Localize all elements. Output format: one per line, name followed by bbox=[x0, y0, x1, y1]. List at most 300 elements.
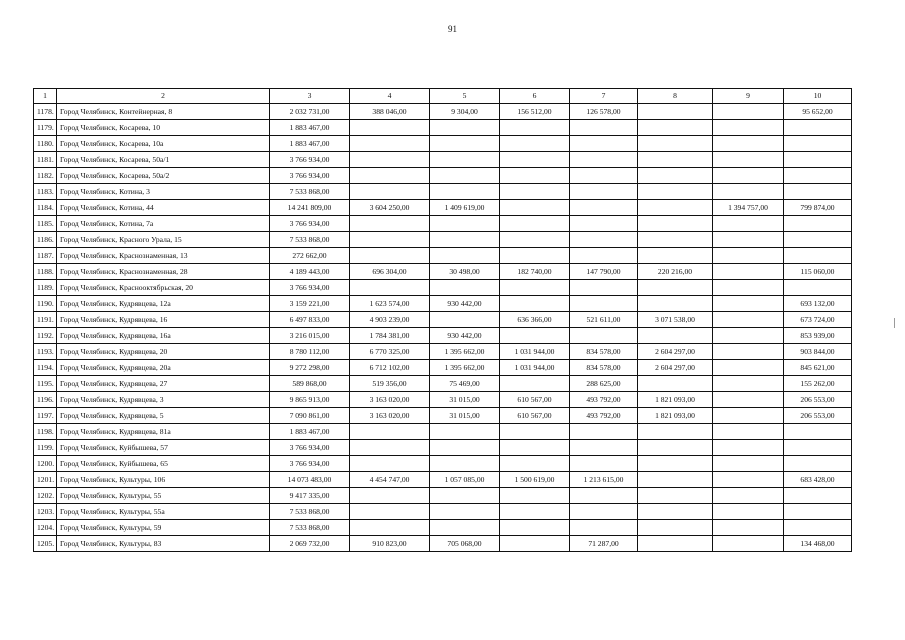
value-cell-col6 bbox=[500, 488, 570, 504]
value-cell-col5 bbox=[430, 184, 500, 200]
table-row bbox=[34, 184, 852, 200]
table-row bbox=[34, 168, 852, 184]
table-row bbox=[34, 200, 852, 216]
value-cell-col10 bbox=[784, 184, 852, 200]
value-cell-col8 bbox=[638, 104, 713, 120]
value-cell-col9 bbox=[713, 536, 784, 552]
value-cell-col9 bbox=[713, 520, 784, 536]
value-cell-col4: 4 903 239,00 bbox=[350, 312, 430, 328]
table-body bbox=[34, 104, 852, 552]
table-row bbox=[34, 424, 852, 440]
value-cell-col5: 31 015,00 bbox=[430, 408, 500, 424]
value-cell-col3: 8 780 112,00 bbox=[270, 344, 350, 360]
table-row bbox=[34, 440, 852, 456]
table-row bbox=[34, 472, 852, 488]
value-cell-col10: 683 428,00 bbox=[784, 472, 852, 488]
table-row bbox=[34, 376, 852, 392]
row-number-cell: 1179. bbox=[34, 120, 57, 136]
value-cell-col7 bbox=[570, 424, 638, 440]
row-number-cell: 1204. bbox=[34, 520, 57, 536]
column-header-5: 5 bbox=[430, 89, 500, 104]
value-cell-col7 bbox=[570, 200, 638, 216]
value-cell-col6 bbox=[500, 504, 570, 520]
address-cell: Город Челябинск, Кудрявцева, 16а bbox=[57, 328, 270, 344]
value-cell-col10: 155 262,00 bbox=[784, 376, 852, 392]
value-cell-col8 bbox=[638, 440, 713, 456]
value-cell-col5 bbox=[430, 280, 500, 296]
value-cell-col6 bbox=[500, 520, 570, 536]
value-cell-col4 bbox=[350, 136, 430, 152]
value-cell-col9 bbox=[713, 232, 784, 248]
address-cell: Город Челябинск, Кудрявцева, 20а bbox=[57, 360, 270, 376]
column-header-8: 8 bbox=[638, 89, 713, 104]
value-cell-col9 bbox=[713, 440, 784, 456]
column-header-2: 2 bbox=[57, 89, 270, 104]
value-cell-col9 bbox=[713, 248, 784, 264]
value-cell-col10: 206 553,00 bbox=[784, 408, 852, 424]
value-cell-col6 bbox=[500, 296, 570, 312]
value-cell-col8 bbox=[638, 248, 713, 264]
value-cell-col9 bbox=[713, 312, 784, 328]
table-row bbox=[34, 456, 852, 472]
value-cell-col4 bbox=[350, 184, 430, 200]
value-cell-col3: 3 766 934,00 bbox=[270, 280, 350, 296]
value-cell-col8 bbox=[638, 168, 713, 184]
row-number-cell: 1196. bbox=[34, 392, 57, 408]
row-number-cell: 1200. bbox=[34, 456, 57, 472]
value-cell-col7: 71 287,00 bbox=[570, 536, 638, 552]
value-cell-col7: 147 790,00 bbox=[570, 264, 638, 280]
value-cell-col5 bbox=[430, 504, 500, 520]
row-number-cell: 1190. bbox=[34, 296, 57, 312]
value-cell-col9 bbox=[713, 152, 784, 168]
value-cell-col7: 834 578,00 bbox=[570, 360, 638, 376]
value-cell-col7: 288 625,00 bbox=[570, 376, 638, 392]
table-row bbox=[34, 536, 852, 552]
value-cell-col6: 1 031 944,00 bbox=[500, 360, 570, 376]
value-cell-col10 bbox=[784, 152, 852, 168]
address-cell: Город Челябинск, Культуры, 55а bbox=[57, 504, 270, 520]
value-cell-col3: 1 883 467,00 bbox=[270, 424, 350, 440]
row-number-cell: 1178. bbox=[34, 104, 57, 120]
value-cell-col3: 7 533 868,00 bbox=[270, 184, 350, 200]
value-cell-col10 bbox=[784, 456, 852, 472]
value-cell-col6 bbox=[500, 440, 570, 456]
value-cell-col8 bbox=[638, 472, 713, 488]
address-cell: Город Челябинск, Кудрявцева, 5 bbox=[57, 408, 270, 424]
value-cell-col6 bbox=[500, 152, 570, 168]
value-cell-col7 bbox=[570, 232, 638, 248]
address-cell: Город Челябинск, Культуры, 106 bbox=[57, 472, 270, 488]
value-cell-col3: 6 497 833,00 bbox=[270, 312, 350, 328]
value-cell-col9: 1 394 757,00 bbox=[713, 200, 784, 216]
value-cell-col10: 134 468,00 bbox=[784, 536, 852, 552]
page-number: 91 bbox=[448, 24, 457, 34]
value-cell-col6: 1 031 944,00 bbox=[500, 344, 570, 360]
column-header-6: 6 bbox=[500, 89, 570, 104]
table-row bbox=[34, 264, 852, 280]
value-cell-col8 bbox=[638, 456, 713, 472]
table-row bbox=[34, 360, 852, 376]
value-cell-col10 bbox=[784, 248, 852, 264]
value-cell-col4 bbox=[350, 424, 430, 440]
value-cell-col9 bbox=[713, 136, 784, 152]
value-cell-col3: 1 883 467,00 bbox=[270, 136, 350, 152]
table-row bbox=[34, 408, 852, 424]
value-cell-col7 bbox=[570, 280, 638, 296]
value-cell-col7: 834 578,00 bbox=[570, 344, 638, 360]
value-cell-col4: 6 770 325,00 bbox=[350, 344, 430, 360]
value-cell-col6: 182 740,00 bbox=[500, 264, 570, 280]
value-cell-col6: 610 567,00 bbox=[500, 392, 570, 408]
value-cell-col4 bbox=[350, 488, 430, 504]
value-cell-col8: 1 821 093,00 bbox=[638, 408, 713, 424]
address-cell: Город Челябинск, Контейнерная, 8 bbox=[57, 104, 270, 120]
value-cell-col8 bbox=[638, 232, 713, 248]
value-cell-col4 bbox=[350, 280, 430, 296]
value-cell-col8 bbox=[638, 280, 713, 296]
value-cell-col3: 1 883 467,00 bbox=[270, 120, 350, 136]
value-cell-col9 bbox=[713, 360, 784, 376]
value-cell-col6: 636 366,00 bbox=[500, 312, 570, 328]
value-cell-col3: 9 272 298,00 bbox=[270, 360, 350, 376]
value-cell-col8 bbox=[638, 488, 713, 504]
table-row bbox=[34, 520, 852, 536]
value-cell-col7 bbox=[570, 328, 638, 344]
row-number-cell: 1194. bbox=[34, 360, 57, 376]
address-cell: Город Челябинск, Краснознаменная, 13 bbox=[57, 248, 270, 264]
value-cell-col9 bbox=[713, 488, 784, 504]
header-row bbox=[34, 89, 852, 104]
value-cell-col9 bbox=[713, 296, 784, 312]
address-cell: Город Челябинск, Косарева, 10 bbox=[57, 120, 270, 136]
value-cell-col5 bbox=[430, 424, 500, 440]
value-cell-col6 bbox=[500, 216, 570, 232]
value-cell-col5: 1 395 662,00 bbox=[430, 344, 500, 360]
value-cell-col9 bbox=[713, 456, 784, 472]
value-cell-col7 bbox=[570, 456, 638, 472]
address-cell: Город Челябинск, Культуры, 55 bbox=[57, 488, 270, 504]
value-cell-col3: 7 533 868,00 bbox=[270, 232, 350, 248]
value-cell-col10: 206 553,00 bbox=[784, 392, 852, 408]
value-cell-col5 bbox=[430, 152, 500, 168]
row-number-cell: 1193. bbox=[34, 344, 57, 360]
value-cell-col9 bbox=[713, 104, 784, 120]
value-cell-col3: 7 533 868,00 bbox=[270, 520, 350, 536]
value-cell-col4 bbox=[350, 440, 430, 456]
value-cell-col7 bbox=[570, 168, 638, 184]
value-cell-col7 bbox=[570, 440, 638, 456]
row-number-cell: 1192. bbox=[34, 328, 57, 344]
value-cell-col5: 9 304,00 bbox=[430, 104, 500, 120]
value-cell-col7 bbox=[570, 152, 638, 168]
value-cell-col4 bbox=[350, 168, 430, 184]
row-number-cell: 1205. bbox=[34, 536, 57, 552]
value-cell-col8: 1 821 093,00 bbox=[638, 392, 713, 408]
value-cell-col9 bbox=[713, 504, 784, 520]
value-cell-col10 bbox=[784, 440, 852, 456]
value-cell-col4: 3 163 020,00 bbox=[350, 392, 430, 408]
value-cell-col8 bbox=[638, 296, 713, 312]
address-cell: Город Челябинск, Косарева, 10а bbox=[57, 136, 270, 152]
row-number-cell: 1186. bbox=[34, 232, 57, 248]
value-cell-col10: 799 874,00 bbox=[784, 200, 852, 216]
value-cell-col10: 673 724,00 bbox=[784, 312, 852, 328]
value-cell-col4 bbox=[350, 216, 430, 232]
value-cell-col6 bbox=[500, 280, 570, 296]
value-cell-col9 bbox=[713, 424, 784, 440]
table-row bbox=[34, 104, 852, 120]
scan-artifact-mark bbox=[894, 318, 895, 328]
table-row bbox=[34, 488, 852, 504]
table-row bbox=[34, 328, 852, 344]
value-cell-col6 bbox=[500, 136, 570, 152]
address-cell: Город Челябинск, Котина, 7а bbox=[57, 216, 270, 232]
value-cell-col10 bbox=[784, 232, 852, 248]
row-number-cell: 1197. bbox=[34, 408, 57, 424]
value-cell-col4 bbox=[350, 456, 430, 472]
value-cell-col9 bbox=[713, 376, 784, 392]
row-number-cell: 1189. bbox=[34, 280, 57, 296]
value-cell-col9 bbox=[713, 216, 784, 232]
value-cell-col8 bbox=[638, 504, 713, 520]
value-cell-col7 bbox=[570, 520, 638, 536]
value-cell-col5 bbox=[430, 232, 500, 248]
value-cell-col10 bbox=[784, 424, 852, 440]
column-header-4: 4 bbox=[350, 89, 430, 104]
value-cell-col6 bbox=[500, 376, 570, 392]
table-row bbox=[34, 248, 852, 264]
row-number-cell: 1182. bbox=[34, 168, 57, 184]
value-cell-col5: 1 395 662,00 bbox=[430, 360, 500, 376]
value-cell-col4 bbox=[350, 504, 430, 520]
value-cell-col3: 9 417 335,00 bbox=[270, 488, 350, 504]
value-cell-col8 bbox=[638, 376, 713, 392]
table-row bbox=[34, 136, 852, 152]
value-cell-col8 bbox=[638, 184, 713, 200]
address-cell: Город Челябинск, Красного Урала, 15 bbox=[57, 232, 270, 248]
address-cell: Город Челябинск, Кудрявцева, 16 bbox=[57, 312, 270, 328]
table-row bbox=[34, 216, 852, 232]
value-cell-col10: 115 060,00 bbox=[784, 264, 852, 280]
value-cell-col8 bbox=[638, 328, 713, 344]
value-cell-col7 bbox=[570, 248, 638, 264]
address-cell: Город Челябинск, Косарева, 50а/1 bbox=[57, 152, 270, 168]
column-header-1: 1 bbox=[34, 89, 57, 104]
value-cell-col5: 31 015,00 bbox=[430, 392, 500, 408]
row-number-cell: 1187. bbox=[34, 248, 57, 264]
value-cell-col6 bbox=[500, 232, 570, 248]
value-cell-col9 bbox=[713, 328, 784, 344]
value-cell-col8 bbox=[638, 216, 713, 232]
table-row bbox=[34, 232, 852, 248]
row-number-cell: 1188. bbox=[34, 264, 57, 280]
address-cell: Город Челябинск, Косарева, 50а/2 bbox=[57, 168, 270, 184]
value-cell-col6 bbox=[500, 536, 570, 552]
value-cell-col3: 7 533 868,00 bbox=[270, 504, 350, 520]
value-cell-col3: 14 073 483,00 bbox=[270, 472, 350, 488]
table-row bbox=[34, 280, 852, 296]
column-header-3: 3 bbox=[270, 89, 350, 104]
row-number-cell: 1201. bbox=[34, 472, 57, 488]
value-cell-col10: 853 939,00 bbox=[784, 328, 852, 344]
value-cell-col8: 220 216,00 bbox=[638, 264, 713, 280]
value-cell-col6 bbox=[500, 424, 570, 440]
value-cell-col9 bbox=[713, 120, 784, 136]
value-cell-col6 bbox=[500, 248, 570, 264]
value-cell-col9 bbox=[713, 392, 784, 408]
value-cell-col3: 3 766 934,00 bbox=[270, 152, 350, 168]
address-cell: Город Челябинск, Куйбышева, 57 bbox=[57, 440, 270, 456]
value-cell-col9 bbox=[713, 168, 784, 184]
value-cell-col3: 3 216 015,00 bbox=[270, 328, 350, 344]
value-cell-col5 bbox=[430, 488, 500, 504]
column-header-7: 7 bbox=[570, 89, 638, 104]
address-cell: Город Челябинск, Котина, 3 bbox=[57, 184, 270, 200]
value-cell-col3: 3 766 934,00 bbox=[270, 440, 350, 456]
value-cell-col10 bbox=[784, 120, 852, 136]
table-row bbox=[34, 120, 852, 136]
value-cell-col5 bbox=[430, 440, 500, 456]
value-cell-col10 bbox=[784, 520, 852, 536]
value-cell-col5: 75 469,00 bbox=[430, 376, 500, 392]
value-cell-col7 bbox=[570, 216, 638, 232]
row-number-cell: 1202. bbox=[34, 488, 57, 504]
value-cell-col10 bbox=[784, 280, 852, 296]
value-cell-col7: 493 792,00 bbox=[570, 408, 638, 424]
value-cell-col4: 910 823,00 bbox=[350, 536, 430, 552]
value-cell-col7: 1 213 615,00 bbox=[570, 472, 638, 488]
value-cell-col10: 693 132,00 bbox=[784, 296, 852, 312]
value-cell-col5 bbox=[430, 216, 500, 232]
value-cell-col7: 493 792,00 bbox=[570, 392, 638, 408]
value-cell-col4: 1 784 381,00 bbox=[350, 328, 430, 344]
address-cell: Город Челябинск, Кудрявцева, 12а bbox=[57, 296, 270, 312]
value-cell-col8 bbox=[638, 120, 713, 136]
value-cell-col6: 156 512,00 bbox=[500, 104, 570, 120]
value-cell-col7 bbox=[570, 136, 638, 152]
value-cell-col3: 2 032 731,00 bbox=[270, 104, 350, 120]
value-cell-col4 bbox=[350, 232, 430, 248]
value-cell-col8 bbox=[638, 136, 713, 152]
value-cell-col4: 4 454 747,00 bbox=[350, 472, 430, 488]
value-cell-col5 bbox=[430, 120, 500, 136]
value-cell-col7 bbox=[570, 120, 638, 136]
row-number-cell: 1198. bbox=[34, 424, 57, 440]
table-header bbox=[34, 89, 852, 104]
value-cell-col5 bbox=[430, 312, 500, 328]
value-cell-col5 bbox=[430, 248, 500, 264]
value-cell-col4: 388 046,00 bbox=[350, 104, 430, 120]
row-number-cell: 1185. bbox=[34, 216, 57, 232]
value-cell-col10: 95 652,00 bbox=[784, 104, 852, 120]
value-cell-col5: 705 068,00 bbox=[430, 536, 500, 552]
value-cell-col10 bbox=[784, 216, 852, 232]
row-number-cell: 1183. bbox=[34, 184, 57, 200]
value-cell-col9 bbox=[713, 264, 784, 280]
value-cell-col4 bbox=[350, 248, 430, 264]
value-cell-col8 bbox=[638, 424, 713, 440]
value-cell-col8 bbox=[638, 536, 713, 552]
value-cell-col7 bbox=[570, 296, 638, 312]
table-row bbox=[34, 312, 852, 328]
value-cell-col7: 126 578,00 bbox=[570, 104, 638, 120]
value-cell-col3: 3 766 934,00 bbox=[270, 216, 350, 232]
row-number-cell: 1199. bbox=[34, 440, 57, 456]
value-cell-col3: 589 868,00 bbox=[270, 376, 350, 392]
value-cell-col5: 930 442,00 bbox=[430, 328, 500, 344]
value-cell-col3: 7 090 861,00 bbox=[270, 408, 350, 424]
value-cell-col7 bbox=[570, 504, 638, 520]
value-cell-col6: 1 500 619,00 bbox=[500, 472, 570, 488]
row-number-cell: 1195. bbox=[34, 376, 57, 392]
value-cell-col7 bbox=[570, 488, 638, 504]
value-cell-col6 bbox=[500, 168, 570, 184]
value-cell-col4: 696 304,00 bbox=[350, 264, 430, 280]
value-cell-col5: 1 057 085,00 bbox=[430, 472, 500, 488]
value-cell-col6: 610 567,00 bbox=[500, 408, 570, 424]
table-row bbox=[34, 344, 852, 360]
value-cell-col3: 3 766 934,00 bbox=[270, 456, 350, 472]
value-cell-col5: 930 442,00 bbox=[430, 296, 500, 312]
value-cell-col10 bbox=[784, 488, 852, 504]
value-cell-col4 bbox=[350, 152, 430, 168]
value-cell-col3: 272 662,00 bbox=[270, 248, 350, 264]
value-cell-col8: 2 604 297,00 bbox=[638, 344, 713, 360]
value-cell-col7 bbox=[570, 184, 638, 200]
value-cell-col3: 3 766 934,00 bbox=[270, 168, 350, 184]
address-cell: Город Челябинск, Куйбышева, 65 bbox=[57, 456, 270, 472]
value-cell-col9 bbox=[713, 472, 784, 488]
value-cell-col8: 3 071 538,00 bbox=[638, 312, 713, 328]
value-cell-col10 bbox=[784, 168, 852, 184]
table-row bbox=[34, 392, 852, 408]
value-cell-col10 bbox=[784, 504, 852, 520]
value-cell-col6 bbox=[500, 200, 570, 216]
column-header-10: 10 bbox=[784, 89, 852, 104]
row-number-cell: 1184. bbox=[34, 200, 57, 216]
address-cell: Город Челябинск, Краснооктябрьская, 20 bbox=[57, 280, 270, 296]
value-cell-col5 bbox=[430, 136, 500, 152]
value-cell-col4: 519 356,00 bbox=[350, 376, 430, 392]
value-cell-col8: 2 604 297,00 bbox=[638, 360, 713, 376]
value-cell-col6 bbox=[500, 184, 570, 200]
value-cell-col4 bbox=[350, 520, 430, 536]
value-cell-col5: 30 498,00 bbox=[430, 264, 500, 280]
value-cell-col5 bbox=[430, 520, 500, 536]
register-table bbox=[33, 88, 852, 552]
value-cell-col4: 3 604 250,00 bbox=[350, 200, 430, 216]
value-cell-col4: 1 623 574,00 bbox=[350, 296, 430, 312]
address-cell: Город Челябинск, Кудрявцева, 81а bbox=[57, 424, 270, 440]
value-cell-col6 bbox=[500, 456, 570, 472]
column-header-9: 9 bbox=[713, 89, 784, 104]
value-cell-col8 bbox=[638, 152, 713, 168]
address-cell: Город Челябинск, Кудрявцева, 3 bbox=[57, 392, 270, 408]
value-cell-col5 bbox=[430, 168, 500, 184]
address-cell: Город Челябинск, Культуры, 59 bbox=[57, 520, 270, 536]
value-cell-col5: 1 409 619,00 bbox=[430, 200, 500, 216]
row-number-cell: 1180. bbox=[34, 136, 57, 152]
value-cell-col6 bbox=[500, 120, 570, 136]
value-cell-col3: 9 865 913,00 bbox=[270, 392, 350, 408]
value-cell-col8 bbox=[638, 200, 713, 216]
row-number-cell: 1181. bbox=[34, 152, 57, 168]
address-cell: Город Челябинск, Кудрявцева, 20 bbox=[57, 344, 270, 360]
table-row bbox=[34, 152, 852, 168]
value-cell-col4 bbox=[350, 120, 430, 136]
value-cell-col10 bbox=[784, 136, 852, 152]
